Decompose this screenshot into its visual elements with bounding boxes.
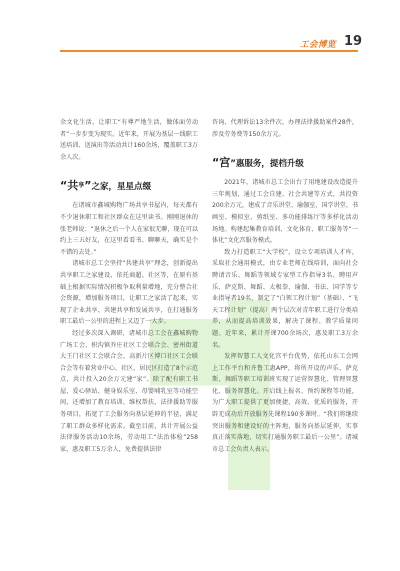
right-paragraph: 2021年，诸城市总工会出台了用地建设改造提升三年规划，通过工会自建、社会共建等方式，共投资200余万元，建成了音乐讲堂、瑜伽室、国学讲堂、书画室、模拟室、剪纸室、多功能排练厅等多样化活动场地。构建起集教育培训、文化体育、职工服务等“一体化”文化宫服务模式。	[212, 179, 358, 245]
right-paragraph: 发挥智慧工人文化宫平台优势，依托山东工会网上工作平台和齐鲁工惠APP，将所开设的声乐、萨克斯、舞蹈等职工培训班实现了运营智慧化、管理智慧化、服务智慧化。开启线上报名、预约课程等功能，为广大职工提供了更加便捷、高效、优质的服务，开辟无成功后开放服务先课程190多课时。“我们将继续突出服务和建设好的主阵地，服务向基层延伸，实事真正落实落地，切实打通服务职工最后一公里”。诸城市总工会负责人表示。	[212, 353, 358, 453]
right-paragraph: 致力打造职工“大学校”，设立专项培训人才库，采取社会通用模式，由专业老师在线培训，面向社会聘请音乐、舞蹈等领域专家型工作指导3名、聘用声乐、萨克斯、舞蹈、太极拳、瑜伽、书法、国学等专业指导者19名，制定了“白领工程计划”（基础）、“飞天工程计划”（提高）两个层次对青年职工进行分类培养，从而提高培训效果，解决了课程、教学质量问题。近年来，累计开课700余场次，惠及职工3万余名。	[212, 248, 358, 349]
heading-big-char: 宫	[219, 156, 231, 170]
left-paragraph: 诸城市总工会坚持“共建共享”理念，创新提出共享职工之家建设，依托商超、社区等，在原有基础上根据实际情况积极争取利量增地，充分整合社会资源，增加服务项目，让职工之家活了起来，实现了企业共享、共建共享和发展共享，在打通服务职工最后一公里的进程上又迈了一大步。	[60, 260, 198, 326]
section-heading-palace-service	[212, 156, 358, 171]
page-number: 19	[344, 34, 363, 49]
header-logo: 工会博览	[300, 40, 337, 50]
heading-sup-char: 享	[78, 182, 85, 190]
heading-big-char: 共	[67, 179, 79, 193]
left-intro-paragraph: 余文化生活，让职工“有尊严地生活，做体面劳动者”一步步变为现实。近年来，开展为基层一线职工送培训、送演出等活动共计160余场，覆盖职工3万余人次。	[60, 119, 198, 161]
heading-quote-close: ”	[84, 179, 92, 193]
heading-rest: ”惠服务，提档升级	[230, 159, 304, 170]
heading-quote-open: “	[212, 156, 220, 170]
section-heading-share-home	[60, 179, 198, 194]
left-column	[60, 117, 198, 455]
right-intro-paragraph: 咨询、代理诉讼13余件次，办理法律援助案件28件，涉及劳务费等150余万元。	[212, 119, 358, 138]
left-paragraph: 在诸城市鑫城购物广场共享书屋内，每天都有不少退休职工和社区群众在这里读书。刚刚退休的张老师说：“退休之后一个人在家很无聊，现在可以约上三五好友，在这里看看书、聊聊天，确实是个不错的去处。”	[60, 202, 198, 256]
right-column	[212, 117, 358, 455]
heading-quote-open: “	[60, 179, 68, 193]
header-rule	[60, 50, 358, 52]
left-paragraph: 经过多次深入调研，诸城市总工会在鑫城购物广场工会、枳沟镇乔庄社区工会联合会、密州街道大王门社区工会联合会、高新片区博口社区工会联合会等有着营业中心、社区、居民区打造了8个示范点，共计投入20余万元建“家”。除了配有职工书屋、爱心驿站、健身娱乐室、母婴哺乳室等功能空间，还增加了教育培训、维权帮扶、法律援助等服务项目，拓宽了工会服务向基层延伸的半径，满足了职工群众多样化需求。截至目前，共计开展公益法律服务活动10余场，劳动用工“法治体检”258家，惠及职工5万余人，免费提供法律	[60, 329, 198, 453]
heading-rest: 之家，星星点缀	[91, 182, 151, 193]
